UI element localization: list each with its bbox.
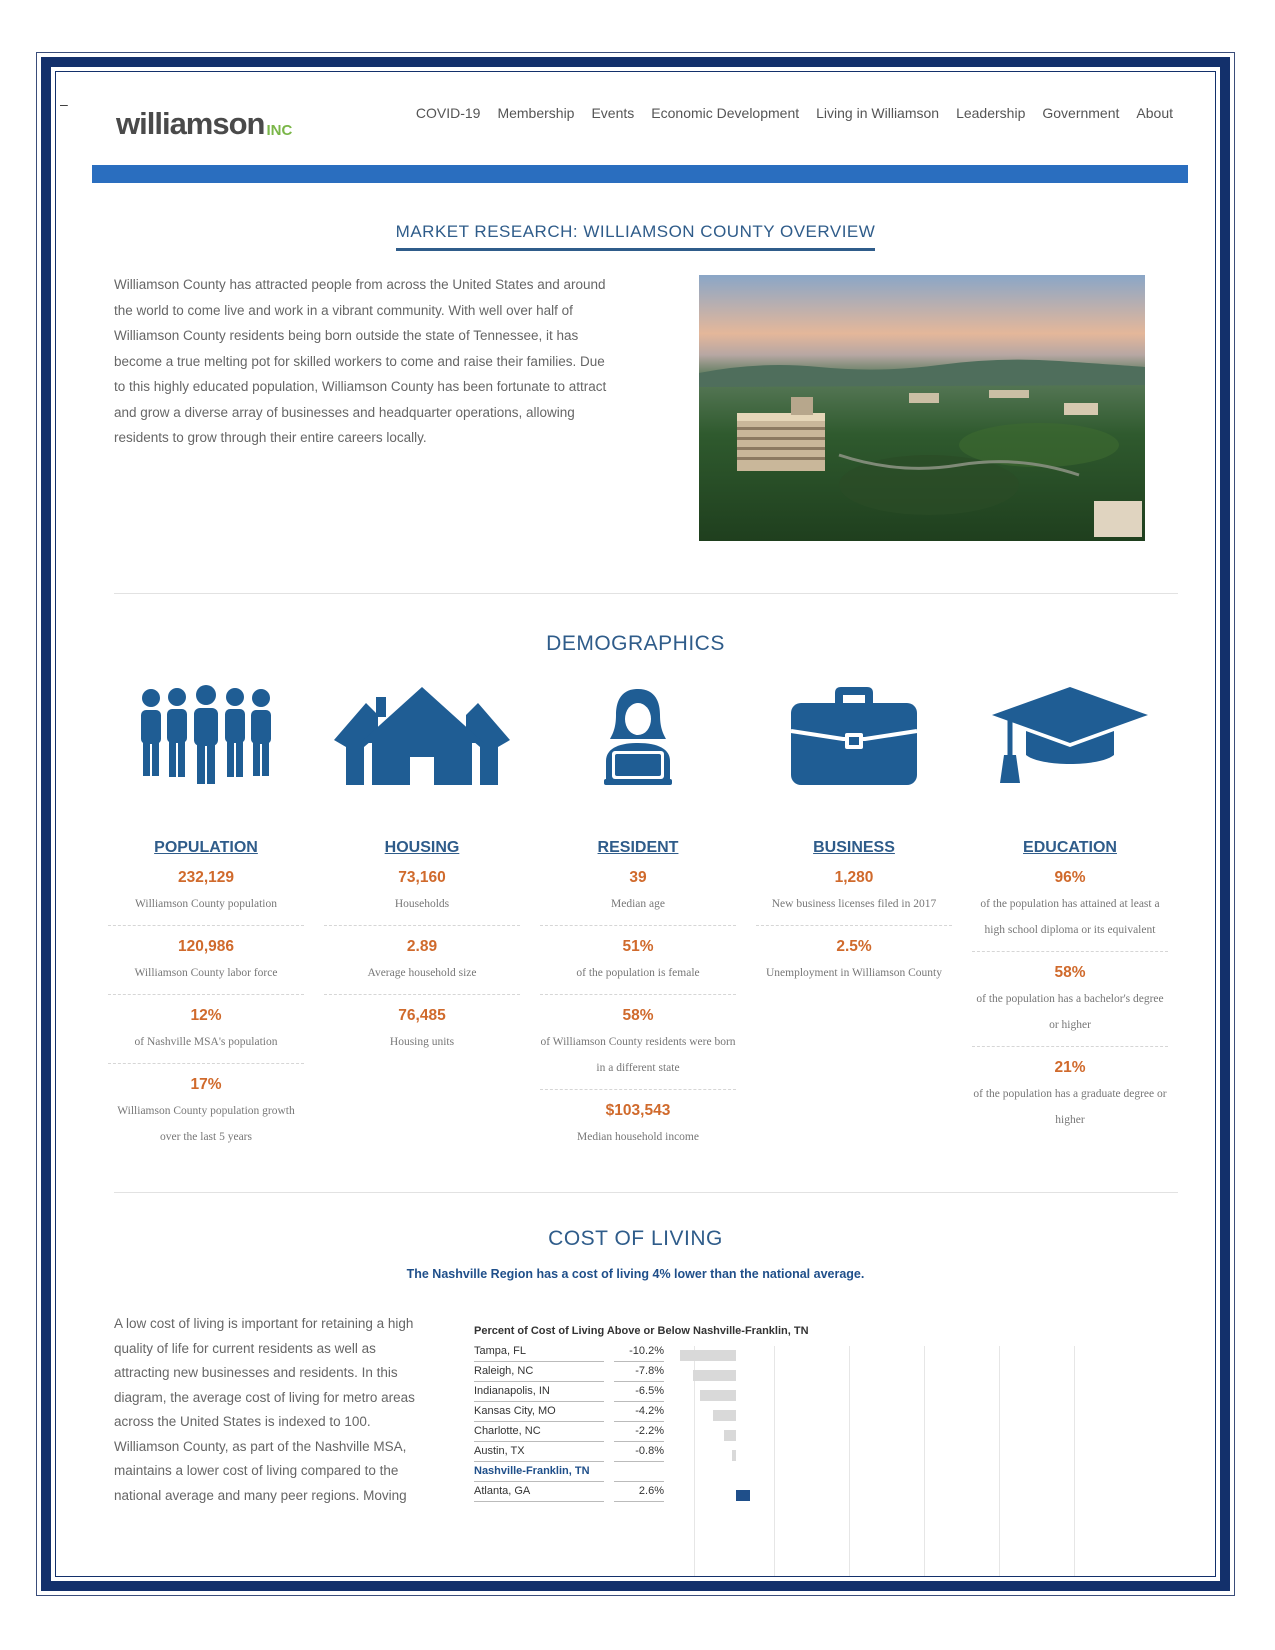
divider <box>114 593 1178 594</box>
population-column <box>108 677 304 1158</box>
stat <box>540 1007 736 1090</box>
chart-value-label: -2.2% <box>614 1422 664 1442</box>
stat-description: of the population is female <box>540 960 736 995</box>
chart-value-label: -7.8% <box>614 1362 664 1382</box>
chart-value-label: -4.2% <box>614 1402 664 1422</box>
stat-description: Unemployment in Williamson County <box>766 967 942 979</box>
houses-icon <box>324 677 520 797</box>
chart-category-label: Charlotte, NC <box>474 1422 604 1442</box>
chart-bar <box>736 1490 750 1501</box>
stat-description: Average household size <box>324 960 520 995</box>
stat <box>108 938 304 995</box>
stat-description: of Williamson County residents were born in a different state <box>540 1029 736 1090</box>
stat-value: 1,280 <box>834 869 874 886</box>
stat-value: 232,129 <box>177 869 235 886</box>
cost-of-living-paragraph: A low cost of living is important for retaining a high quality of life for current residents as well as attracting new businesses and residents. In this diagram, the average cost of living for metro areas across the United States is indexed to 100. Williamson County, as part of the Nashville MSA, maintains a lower cost of living compared to the national average and many peer regions. Moving <box>114 1316 415 1503</box>
header-accent-bar <box>92 165 1188 183</box>
main-nav <box>416 105 1173 121</box>
logo-suffix: INC <box>266 122 293 139</box>
nav-item-economic-development[interactable]: Economic Development <box>651 105 800 121</box>
stat <box>108 869 304 926</box>
business-column <box>756 677 952 994</box>
chart-bar <box>713 1410 736 1421</box>
chart-gridline <box>774 1346 775 1576</box>
stat <box>324 1007 520 1063</box>
stat-value: 21% <box>1054 1059 1086 1076</box>
cost-of-living-chart <box>474 1342 1114 1576</box>
stat-value: 96% <box>1054 869 1086 886</box>
person-laptop-icon <box>540 677 736 797</box>
stat-description: Households <box>324 891 520 926</box>
population-heading[interactable]: POPULATION <box>154 839 258 856</box>
graduation-cap-icon <box>972 677 1168 797</box>
chart-row <box>474 1342 669 1362</box>
nav-item-leadership[interactable]: Leadership <box>956 105 1026 121</box>
page <box>56 72 1215 1576</box>
dash-mark: – <box>60 96 68 112</box>
stat-value: $103,543 <box>605 1102 671 1119</box>
chart-title: Percent of Cost of Living Above or Below Nashville-Franklin, TN <box>474 1325 809 1337</box>
chart-table <box>474 1342 669 1502</box>
chart-category-label: Nashville-Franklin, TN <box>474 1462 604 1482</box>
stat-description: of the population has attained at least a high school diploma or its equivalent <box>972 891 1168 952</box>
stat-description: of the population has a graduate degree or higher <box>973 1088 1167 1126</box>
business-heading[interactable]: BUSINESS <box>813 839 895 856</box>
stat <box>756 869 952 926</box>
chart-row <box>474 1382 669 1402</box>
stat-value: 51% <box>622 938 654 955</box>
stat-description: Williamson County population <box>108 891 304 926</box>
stat-description: of the population has a bachelor's degree or higher <box>972 986 1168 1047</box>
intro-paragraph: Williamson County has attracted people from across the United States and around the world to come live and work in a vibrant community. With well over half of Williamson County residents being born outside the state of Tennessee, it has become a true melting pot for skilled workers to come and raise their families. Due to this highly educated population, Williamson County has been fortunate to attract and grow a diverse array of businesses and headquarter operations, allowing residents to grow through their entire careers locally. <box>114 277 607 445</box>
stat-value: 58% <box>622 1007 654 1024</box>
chart-row <box>474 1422 669 1442</box>
logo[interactable] <box>116 92 292 142</box>
stat-description: Median age <box>540 891 736 926</box>
stat-value: 58% <box>1054 964 1086 981</box>
chart-row <box>474 1442 669 1462</box>
chart-category-label: Kansas City, MO <box>474 1402 604 1422</box>
nav-item-government[interactable]: Government <box>1042 105 1120 121</box>
chart-row <box>474 1482 669 1502</box>
stat <box>972 964 1168 1047</box>
stat-value: 2.5% <box>836 938 872 955</box>
chart-gridline <box>999 1346 1000 1576</box>
people-group-icon <box>108 677 304 797</box>
housing-column <box>324 677 520 1063</box>
chart-category-label: Indianapolis, IN <box>474 1382 604 1402</box>
stat <box>324 938 520 995</box>
stat-description: New business licenses filed in 2017 <box>756 891 952 926</box>
nav-item-events[interactable]: Events <box>591 105 635 121</box>
education-column <box>972 677 1168 1141</box>
stat <box>540 938 736 995</box>
chart-value-label: -0.8% <box>614 1442 664 1462</box>
stat <box>972 1059 1168 1141</box>
nav-item-about[interactable]: About <box>1136 105 1173 121</box>
chart-value-label <box>614 1462 664 1482</box>
chart-row <box>474 1362 669 1382</box>
chart-value-label: 2.6% <box>614 1482 664 1502</box>
aerial-photo <box>699 275 1145 541</box>
stat <box>540 869 736 926</box>
stat-value: 12% <box>190 1007 222 1024</box>
chart-category-label: Raleigh, NC <box>474 1362 604 1382</box>
stat-value: 39 <box>629 869 647 886</box>
stat-description: of Nashville MSA's population <box>108 1029 304 1064</box>
chart-bar <box>693 1370 736 1381</box>
stat-value: 120,986 <box>177 938 235 955</box>
chart-gridline <box>1074 1346 1075 1576</box>
stat <box>108 1076 304 1158</box>
briefcase-icon <box>756 677 952 797</box>
stat-description: Williamson County population growth over the last 5 years <box>117 1105 295 1143</box>
stat <box>108 1007 304 1064</box>
stat-value: 2.89 <box>406 938 438 955</box>
divider <box>114 1192 1178 1193</box>
resident-column <box>540 677 736 1158</box>
demographics-title: DEMOGRAPHICS <box>546 632 725 655</box>
chart-category-label: Austin, TX <box>474 1442 604 1462</box>
stat-value: 73,160 <box>398 869 446 886</box>
cost-of-living-title: COST OF LIVING <box>548 1227 723 1250</box>
chart-value-label: -6.5% <box>614 1382 664 1402</box>
stat <box>324 869 520 926</box>
chart-bar <box>724 1430 736 1441</box>
market-research-title: MARKET RESEARCH: WILLIAMSON COUNTY OVERVIEW <box>56 222 1215 251</box>
stat <box>756 938 952 994</box>
stat <box>540 1102 736 1158</box>
stat-description: Median household income <box>576 1131 699 1143</box>
chart-value-label: -10.2% <box>614 1342 664 1362</box>
housing-heading[interactable]: HOUSING <box>384 839 460 856</box>
chart-category-label: Tampa, FL <box>474 1342 604 1362</box>
chart-row <box>474 1462 669 1482</box>
nav-item-membership[interactable]: Membership <box>497 105 575 121</box>
chart-bar <box>700 1390 736 1401</box>
education-heading[interactable]: EDUCATION <box>1023 839 1117 856</box>
chart-row <box>474 1402 669 1422</box>
nav-item-living[interactable]: Living in Williamson <box>816 105 940 121</box>
stat-description: Williamson County labor force <box>108 960 304 995</box>
stat-value: 17% <box>190 1076 222 1093</box>
chart-category-label: Atlanta, GA <box>474 1482 604 1502</box>
stat-description: Housing units <box>389 1036 455 1048</box>
nav-item-covid[interactable]: COVID-19 <box>415 105 481 121</box>
logo-wordmark: williamson <box>116 106 265 141</box>
stat-value: 76,485 <box>398 1007 446 1024</box>
chart-bar <box>732 1450 736 1461</box>
chart-bar <box>680 1350 736 1361</box>
stat <box>972 869 1168 952</box>
resident-heading[interactable]: RESIDENT <box>597 839 679 856</box>
chart-gridline <box>924 1346 925 1576</box>
cost-of-living-subtitle: The Nashville Region has a cost of living 4% lower than the national average. <box>406 1267 865 1281</box>
chart-gridline <box>849 1346 850 1576</box>
